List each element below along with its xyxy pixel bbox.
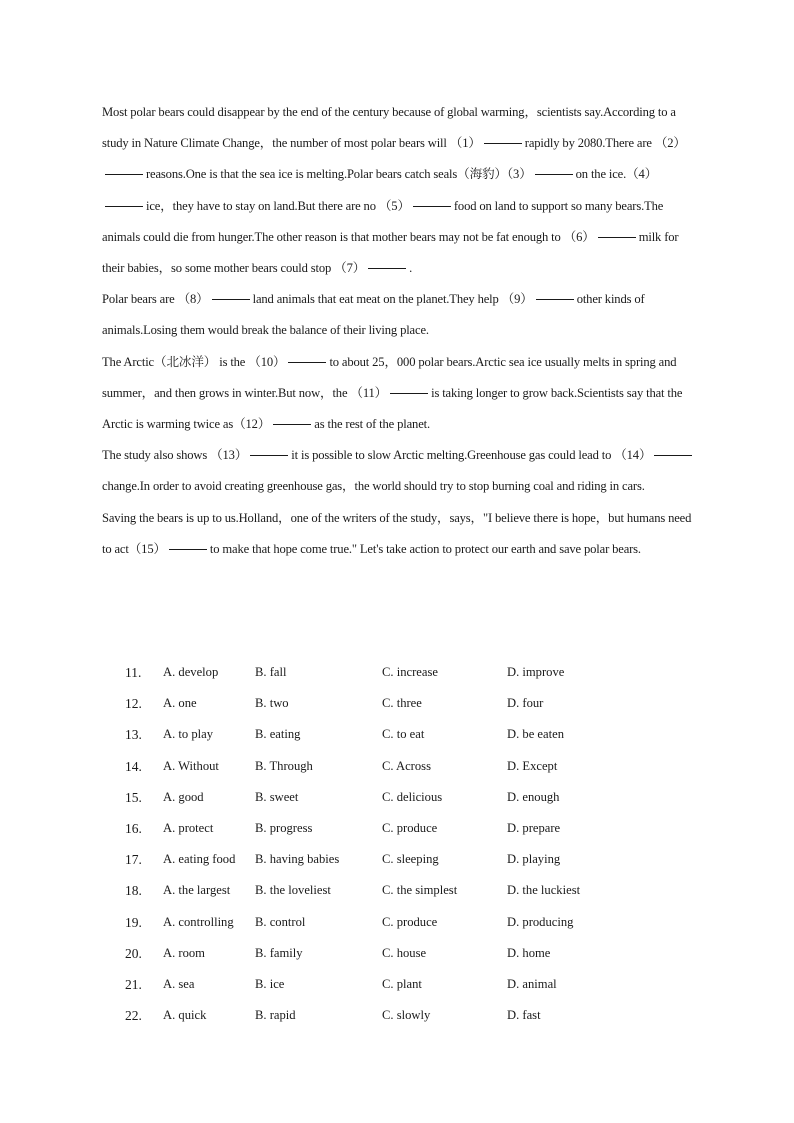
option-a[interactable]: A. one	[163, 696, 197, 711]
blank-12[interactable]	[273, 423, 311, 425]
question-row	[125, 719, 685, 750]
option-b[interactable]: B. having babies	[255, 852, 340, 867]
option-c[interactable]: C. increase	[382, 665, 438, 679]
question-row	[125, 844, 685, 875]
option-d[interactable]: D. playing	[507, 852, 561, 867]
question-number: 18.	[125, 883, 142, 899]
question-row	[125, 688, 685, 719]
option-c[interactable]: C. produce	[382, 820, 438, 835]
option-b[interactable]: B. two	[255, 696, 289, 711]
question-number: 12.	[125, 696, 142, 712]
question-number: 11.	[125, 665, 142, 680]
question-number: 15.	[125, 789, 142, 805]
option-a[interactable]: A. eating food	[163, 852, 236, 867]
option-a[interactable]: A. good	[163, 789, 204, 804]
question-row	[125, 813, 685, 844]
paragraph-2: Polar bears are （8） land animals that eat meat on the planet.They help （9） other kinds of animals.Losing them would break the balance of their living place.	[102, 292, 645, 338]
option-d[interactable]: D. home	[507, 945, 551, 960]
question-number: 14.	[125, 758, 142, 774]
option-b[interactable]: B. rapid	[255, 1008, 296, 1023]
blank-11[interactable]	[390, 392, 428, 394]
option-c[interactable]: C. the simplest	[382, 883, 458, 898]
question-row	[125, 938, 685, 969]
option-b[interactable]: B. Through	[255, 758, 313, 773]
option-a[interactable]: A. develop	[163, 665, 219, 679]
question-row	[125, 875, 685, 906]
option-c[interactable]: C. to eat	[382, 727, 425, 742]
option-b[interactable]: B. fall	[255, 665, 287, 679]
question-row	[125, 969, 685, 1000]
option-b[interactable]: B. sweet	[255, 789, 299, 804]
option-a[interactable]: A. Without	[163, 758, 219, 773]
option-b[interactable]: B. eating	[255, 727, 301, 742]
option-a[interactable]: A. protect	[163, 820, 214, 835]
question-row	[125, 1000, 685, 1031]
option-d[interactable]: D. producing	[507, 914, 574, 929]
option-d[interactable]: D. improve	[507, 665, 565, 679]
option-c[interactable]: C. house	[382, 945, 427, 960]
option-d[interactable]: D. the luckiest	[507, 883, 581, 898]
option-d[interactable]: D. four	[507, 696, 544, 711]
blank-14[interactable]	[654, 454, 692, 456]
blank-13[interactable]	[250, 454, 288, 456]
option-b[interactable]: B. progress	[255, 820, 313, 835]
option-d[interactable]: D. animal	[507, 976, 557, 991]
option-a[interactable]: A. sea	[163, 976, 195, 991]
blank-1[interactable]	[484, 142, 522, 144]
option-d[interactable]: D. fast	[507, 1008, 541, 1023]
blank-4[interactable]	[105, 205, 143, 207]
question-row	[125, 782, 685, 813]
blank-9[interactable]	[536, 298, 574, 300]
question-number: 16.	[125, 820, 142, 836]
option-d[interactable]: D. enough	[507, 789, 560, 804]
option-c[interactable]: C. produce	[382, 914, 438, 929]
option-d[interactable]: D. be eaten	[507, 727, 564, 742]
option-b[interactable]: B. family	[255, 945, 303, 960]
option-c[interactable]: C. slowly	[382, 1008, 431, 1023]
blank-8[interactable]	[212, 298, 250, 300]
paragraph-4: The study also shows （13） it is possible to slow Arctic melting.Greenhouse gas could lead to （14）change.In order to avoid creating greenhouse gas，the world should try to stop burning coal and riding in cars.	[102, 440, 697, 502]
option-a[interactable]: A. to play	[163, 727, 214, 742]
question-row	[125, 657, 685, 688]
question-row	[125, 907, 685, 938]
option-b[interactable]: B. ice	[255, 976, 285, 991]
question-number: 13.	[125, 727, 142, 743]
question-number: 21.	[125, 976, 142, 992]
blank-2[interactable]	[105, 173, 143, 175]
passage	[102, 97, 697, 565]
question-options	[125, 657, 685, 1031]
paragraph-3: The Arctic（北冰洋） is the （10） to about 25，000 polar bears.Arctic sea ice usually melts in spring and summer，and then grows in winter.But now，the （11） is taking longer to grow back.Scientists say that the Arctic is warming twice as（12） as the rest of the planet.	[102, 354, 683, 432]
option-b[interactable]: B. the loveliest	[255, 883, 331, 898]
blank-5[interactable]	[413, 205, 451, 207]
blank-15[interactable]	[169, 548, 207, 550]
paragraph-1: Most polar bears could disappear by the end of the century because of global warming，scientists say.According to a study in Nature Climate Change，the number of most polar bears will （1） rapidly by 2080.There are （2）reasons.One is that the sea ice is melting.Polar bears catch seals（海豹）（3） on the ice.（4）ice，they have to stay on land.But there are no （5） food on land to support so many bears.The animals could die from hunger.The other reason is that mother bears may not be fat enough to （6） milk for their babies，so some mother bears could stop （7） .	[102, 105, 686, 276]
question-number: 19.	[125, 914, 142, 930]
option-d[interactable]: D. prepare	[507, 820, 561, 835]
blank-10[interactable]	[288, 361, 326, 363]
question-number: 22.	[125, 1008, 142, 1024]
question-number: 20.	[125, 945, 142, 961]
blank-3[interactable]	[535, 173, 573, 175]
option-c[interactable]: C. sleeping	[382, 852, 439, 867]
option-a[interactable]: A. quick	[163, 1008, 207, 1023]
option-a[interactable]: A. room	[163, 945, 205, 960]
question-row	[125, 751, 685, 782]
question-number: 17.	[125, 852, 142, 868]
option-c[interactable]: C. delicious	[382, 789, 443, 804]
option-a[interactable]: A. controlling	[163, 914, 234, 929]
option-c[interactable]: C. plant	[382, 976, 422, 991]
paragraph-5: Saving the bears is up to us.Holland，one of the writers of the study，says，"I believe there is hope，but humans need to act（15） to make that hope come true." Let's take action to protect our earth and save polar bears.	[102, 510, 692, 556]
option-c[interactable]: C. three	[382, 696, 422, 711]
option-c[interactable]: C. Across	[382, 758, 431, 773]
option-d[interactable]: D. Except	[507, 758, 558, 773]
option-b[interactable]: B. control	[255, 914, 306, 929]
option-a[interactable]: A. the largest	[163, 883, 231, 898]
blank-6[interactable]	[598, 236, 636, 238]
blank-7[interactable]	[368, 267, 406, 269]
